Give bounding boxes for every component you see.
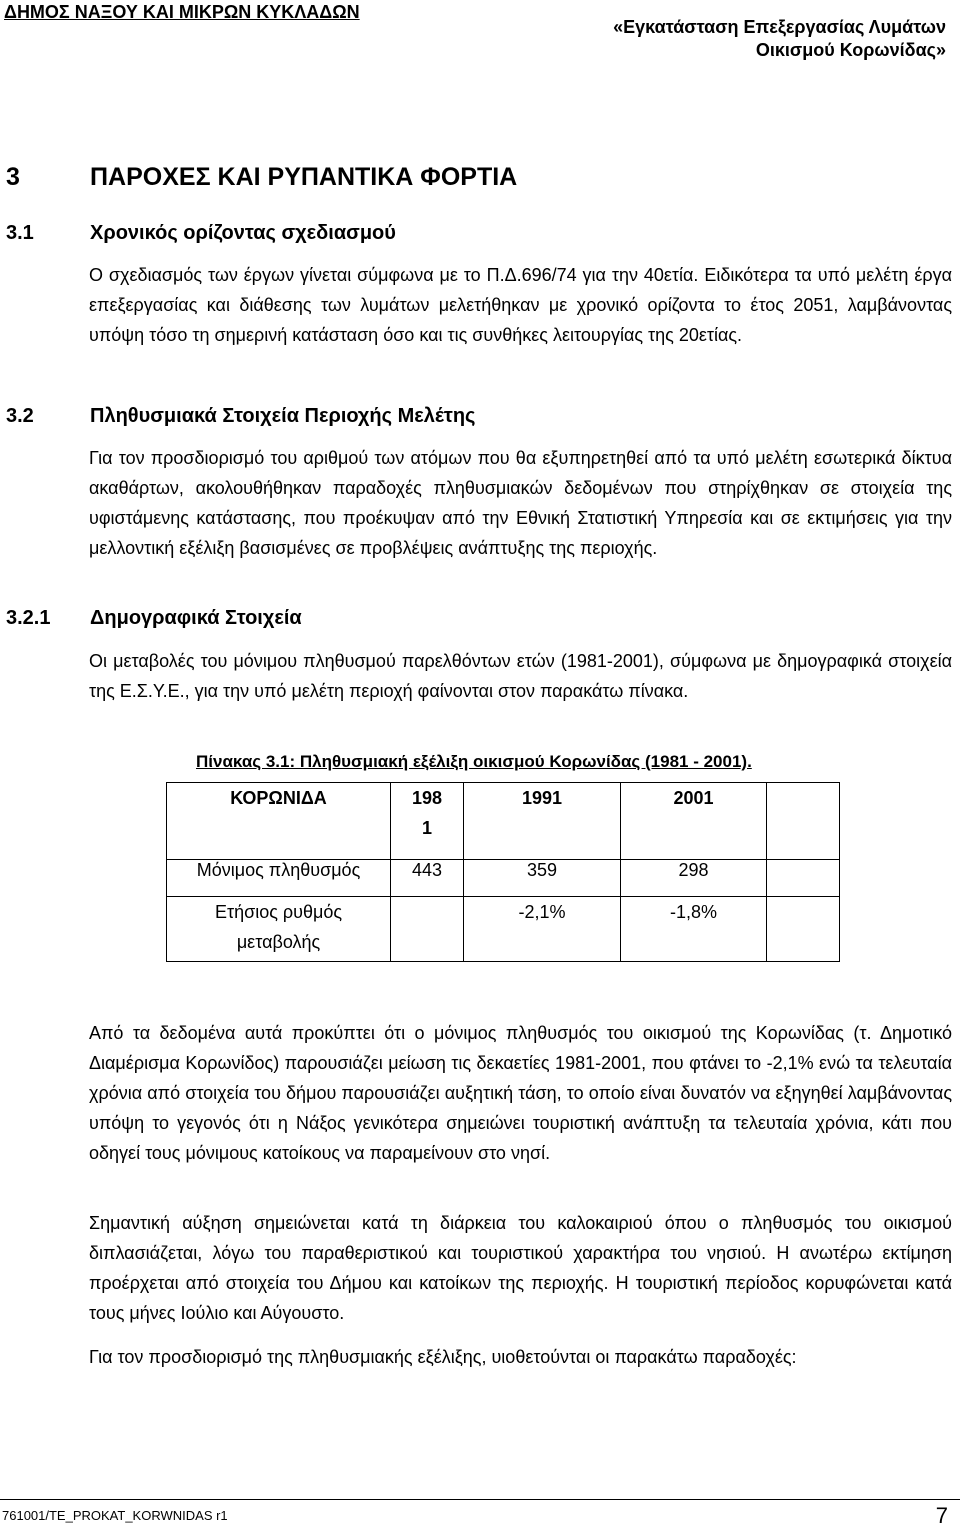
section-number: 3.1 <box>6 222 34 244</box>
section-number: 3.2.1 <box>6 607 51 629</box>
table-cell-empty <box>767 897 840 962</box>
paragraph-assumptions-intro: Για τον προσδιορισμό της πληθυσμιακής εξέλιξης, υιοθετούνται οι παρακάτω παραδοχές: <box>89 1347 797 1367</box>
table-header-year-1991: 1991 <box>464 783 621 860</box>
table-caption: Πίνακας 3.1: Πληθυσμιακή εξέλιξη οικισμού Κορωνίδας (1981 - 2001). <box>196 752 752 771</box>
table-cell-empty <box>767 860 840 897</box>
table-cell: -1,8% <box>621 897 767 962</box>
section-number: 3.2 <box>6 405 34 427</box>
table-cell: -2,1% <box>464 897 621 962</box>
table-row <box>167 897 840 962</box>
table-header-year-1981 <box>391 783 464 860</box>
table-cell: 298 <box>621 860 767 897</box>
table-cell-empty <box>767 783 840 860</box>
year-part-a: 198 <box>411 788 443 808</box>
section-3-2-paragraph: Για τον προσδιορισμό του αριθμού των ατόμων που θα εξυπηρετηθεί από τα υπό μελέτη εσωτερικά δίκτυα ακαθάρτων, ακολουθήθηκαν παραδοχές πληθυσμιακών δεδομένων που στηρίχθηκαν σε στοιχεία της υφιστάμενης κατάστασης, που προέκυψαν από την Εθνική Στατιστική Υπηρεσία και σε εκτιμήσεις για την μελλοντική εξέλιξη βασισμένες σε προβλέψεις ανάπτυξης της περιοχής. <box>89 448 952 558</box>
footer-divider <box>0 1499 960 1500</box>
table-header-year-2001: 2001 <box>621 783 767 860</box>
paragraph-analysis: Από τα δεδομένα αυτά προκύπτει ότι ο μόνιμος πληθυσμός του οικισμού της Κορωνίδας (τ. Δημοτικό Διαμέρισμα Κορωνίδος) παρουσιάζει μείωση τις δεκαετίες 1981-2001, που φτάνει το -2,1% ενώ τα τελευταία χρόνια από στοιχεία του δήμου παρουσιάζει αυξητική τάση, το οποίο είναι δυνατόν να εξηγηθεί λαμβάνοντας υπόψη το γεγονός ότι η Νάξος γενικότερα σημειώνει τουριστική ανάπτυξη τα τελευταία χρόνια, κάτι που οδηγεί τους μόνιμους κατοίκους να παραμείνουν στο νησί. <box>89 1023 952 1163</box>
section-3-2-heading <box>6 405 476 428</box>
table-cell: 359 <box>464 860 621 897</box>
paragraph-summer-population: Σημαντική αύξηση σημειώνεται κατά τη διάρκεια του καλοκαιριού όπου ο πληθυσμός του οικισμού διπλασιάζεται, λόγω του παραθεριστικού και τουριστικού χαρακτήρα του νησιού. Η ανωτέρω εκτίμηση προέρχεται από στοιχεία του Δήμου και κατοίκων της περιοχής. Η τουριστική περίοδος κορυφώνεται κατά τους μήνες Ιούλιο και Αύγουστο. <box>89 1213 952 1323</box>
table-header-row <box>167 783 840 860</box>
header-municipality: ΔΗΜΟΣ ΝΑΞΟΥ ΚΑΙ ΜΙΚΡΩΝ ΚΥΚΛΑΔΩΝ <box>4 2 360 22</box>
table-row-label <box>167 897 391 962</box>
year-part-b: 1 <box>421 818 432 838</box>
footer-page-number: 7 <box>935 1503 948 1528</box>
header-project-line1: «Εγκατάσταση Επεξεργασίας Λυμάτων <box>613 17 946 37</box>
section-title: Πληθυσμιακά Στοιχεία Περιοχής Μελέτης <box>90 405 476 427</box>
section-title: Χρονικός ορίζοντας σχεδιασμού <box>90 222 396 244</box>
header-project-title <box>526 16 946 62</box>
footer-document-code: 761001/TE_PROKAT_KORWNIDAS r1 <box>2 1508 228 1523</box>
population-table <box>166 782 840 962</box>
header-project-line2: Οικισμού Κορωνίδας» <box>755 40 946 60</box>
table-cell: 443 <box>391 860 464 897</box>
section-3-2-1-paragraph: Οι μεταβολές του μόνιμου πληθυσμού παρελθόντων ετών (1981-2001), σύμφωνα με δημογραφικά στοιχεία της Ε.Σ.Υ.Ε., για την υπό μελέτη περιοχή φαίνονται στον παρακάτω πίνακα. <box>89 651 952 701</box>
section-title: Δημογραφικά Στοιχεία <box>90 607 302 629</box>
section-3-2-1-heading <box>6 607 302 630</box>
section-title: ΠΑΡΟΧΕΣ ΚΑΙ ΡΥΠΑΝΤΙΚΑ ΦΟΡΤΙΑ <box>90 163 518 191</box>
table-row-label: Μόνιμος πληθυσμός <box>167 860 391 897</box>
label-line-b: μεταβολής <box>236 932 321 952</box>
table-row <box>167 860 840 897</box>
section-number: 3 <box>6 163 20 191</box>
table-header-label: ΚΟΡΩΝΙΔΑ <box>167 783 391 860</box>
table-cell-empty <box>391 897 464 962</box>
section-3-1-paragraph: Ο σχεδιασμός των έργων γίνεται σύμφωνα με το Π.Δ.696/74 για την 40ετία. Ειδικότερα τα υπό μελέτη έργα επεξεργασίας και διάθεσης των λυμάτων μελετήθηκαν με χρονικό ορίζοντα το έτος 2051, λαμβάνοντας υπόψη τόσο τη σημερινή κατάσταση όσο και τις συνθήκες λειτουργίας της 20ετίας. <box>89 265 952 345</box>
label-line-a: Ετήσιος ρυθμός <box>214 902 343 922</box>
section-3-1-heading <box>6 222 396 245</box>
